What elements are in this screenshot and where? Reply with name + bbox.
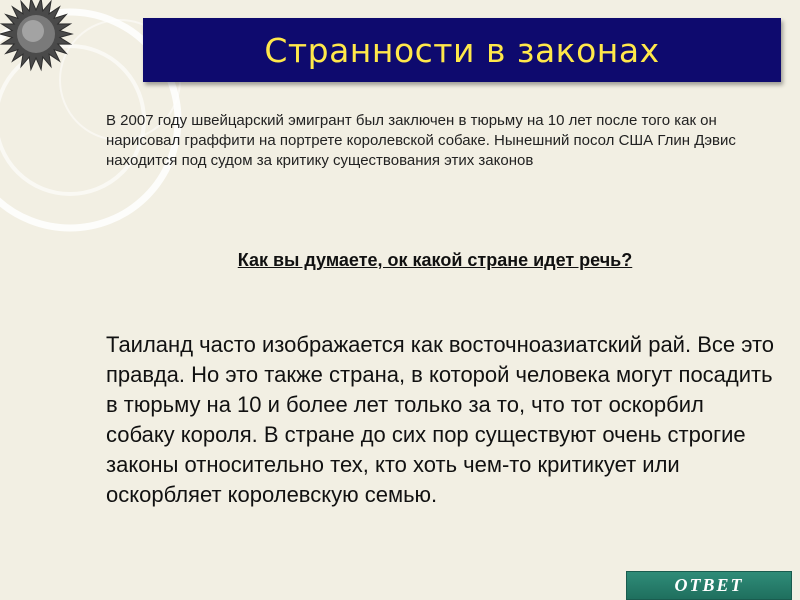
- sunburst-icon: [0, 0, 72, 70]
- answer-button[interactable]: ОТВЕТ: [626, 571, 792, 600]
- title-banner: [143, 18, 781, 82]
- question-heading: Как вы думаете, ок какой стране идет речь?: [237, 250, 633, 270]
- answer-paragraph: Таиланд часто изображается как восточноазиатский рай. Все это правда. Но это также страна, в которой человека могут посадить в тюрьму на 10 и более лет только за то, что тот оскорбил собаку короля. В стране до сих пор существуют очень строгие законы относительно тех, кто хоть чем-то критикует или оскорбляет королевскую семью.: [106, 332, 775, 507]
- intro-paragraph: В 2007 году швейцарский эмигрант был заключен в тюрьму на 10 лет после того как он нарисовал граффити на портрете королевской собаке. Нынешний посол США Глин Дэвис находится под судом за критику существования этих законов: [106, 112, 736, 169]
- page-title: Странности в законах: [264, 30, 660, 70]
